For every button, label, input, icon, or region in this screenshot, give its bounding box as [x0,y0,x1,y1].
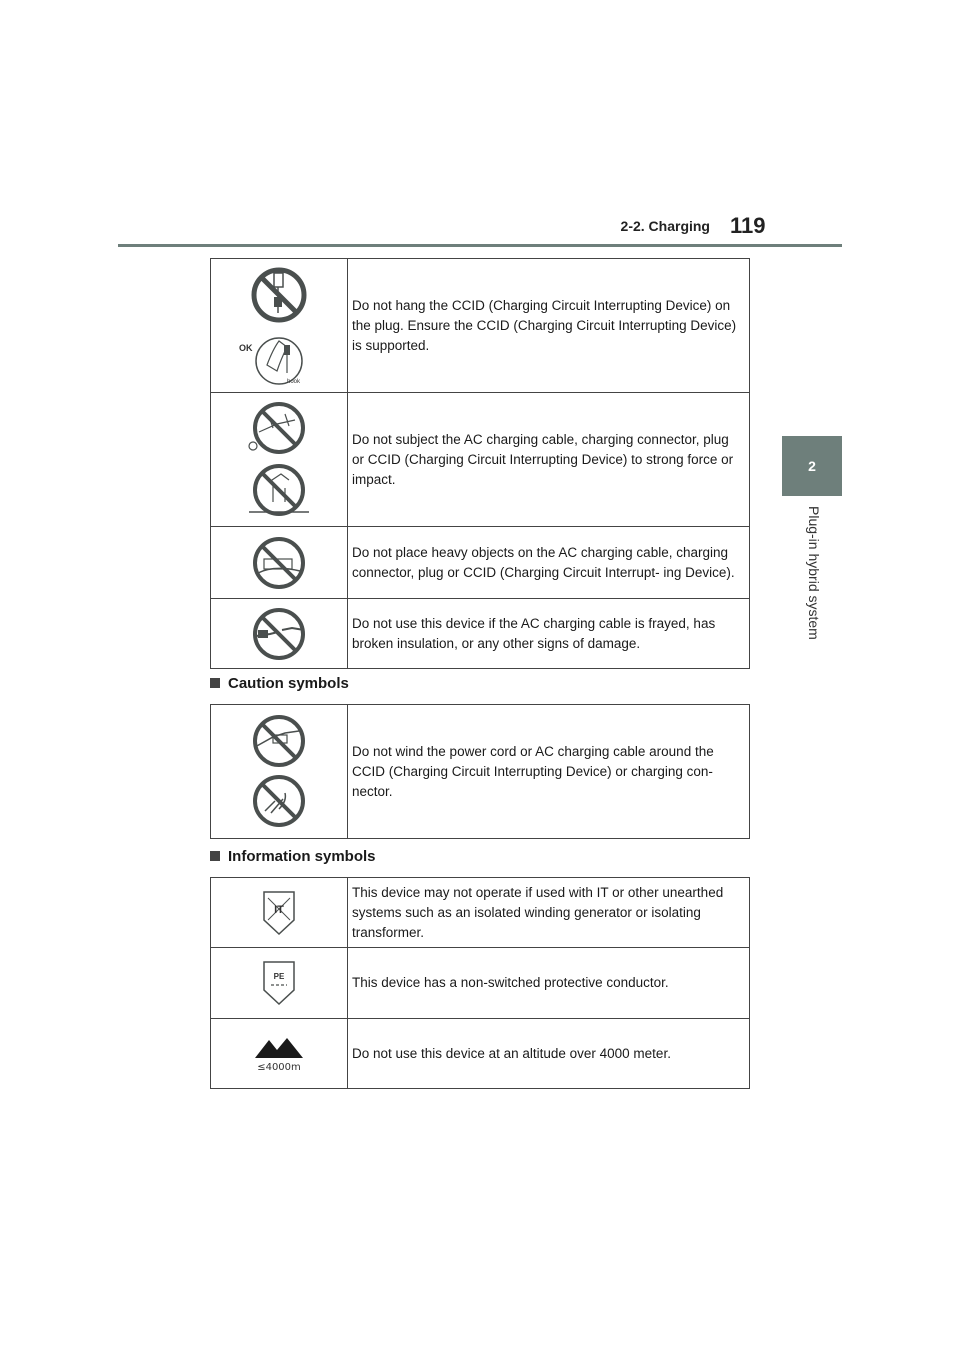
row-text: Do not place heavy objects on the AC charging cable, charging connector, plug or CCID (Charging Circuit Interrupt- ing Device). [348,527,750,599]
row-text: Do not wind the power cord or AC charging cable around the CCID (Charging Circuit Interrupting Device) or charging con- nector. [348,705,750,839]
table-row [211,259,750,393]
no-wind-cord-icon [229,715,329,829]
section-title: 2-2. Charging [620,218,710,234]
table-row [211,1019,750,1089]
caution-heading-text: Caution symbols [228,675,349,692]
it-system-icon [259,888,299,938]
table-row [211,393,750,527]
icon-cell [211,948,348,1019]
row-text: Do not hang the CCID (Charging Circuit Interrupting Device) on the plug. Ensure the CCID (Charging Circuit Interrupting Device) is supported. [348,259,750,393]
table-row [211,878,750,948]
protective-conductor-icon [259,958,299,1008]
pe-label: PE [273,972,285,981]
caution-heading [210,675,349,692]
icon-cell [211,1019,348,1089]
table-row [211,948,750,1019]
row-text: Do not use this device at an altitude over 4000 meter. [348,1019,750,1089]
chapter-tab: 2 [782,436,842,496]
table-row [211,705,750,839]
hook-label: hook [287,378,301,385]
row-text: Do not use this device if the AC charging cable is frayed, has broken insulation, or any other signs of damage. [348,599,750,669]
no-heavy-objects-icon [244,535,314,591]
heading-marker [210,851,220,861]
altitude-label: ≤4000m [257,1061,301,1073]
table-row [211,599,750,669]
icon-cell [211,393,348,527]
header-divider [118,244,842,247]
icon-cell [211,527,348,599]
caution-table [210,704,750,839]
table-row [211,527,750,599]
icon-cell [211,599,348,669]
row-text: This device may not operate if used with IT or other unearthed systems such as an isolated winding generator or isolating transformer. [348,878,750,948]
no-frayed-cable-icon [244,606,314,662]
information-heading [210,848,376,865]
icon-cell [211,259,348,393]
no-strong-force-icon [229,402,329,518]
altitude-icon [249,1034,309,1074]
icon-cell [211,878,348,948]
no-hang-ccid-icon [229,267,329,385]
information-heading-text: Information symbols [228,848,376,865]
row-text: Do not subject the AC charging cable, charging connector, plug or CCID (Charging Circuit Interrupting Device) to strong force or impact. [348,393,750,527]
information-table [210,877,750,1089]
ok-label: OK [239,342,253,353]
chapter-label: Plug-in hybrid system [806,506,822,640]
warning-table [210,258,750,669]
page-number: 119 [730,213,766,238]
heading-marker [210,678,220,688]
icon-cell [211,705,348,839]
it-label: IT [274,903,284,916]
row-text: This device has a non-switched protective conductor. [348,948,750,1019]
